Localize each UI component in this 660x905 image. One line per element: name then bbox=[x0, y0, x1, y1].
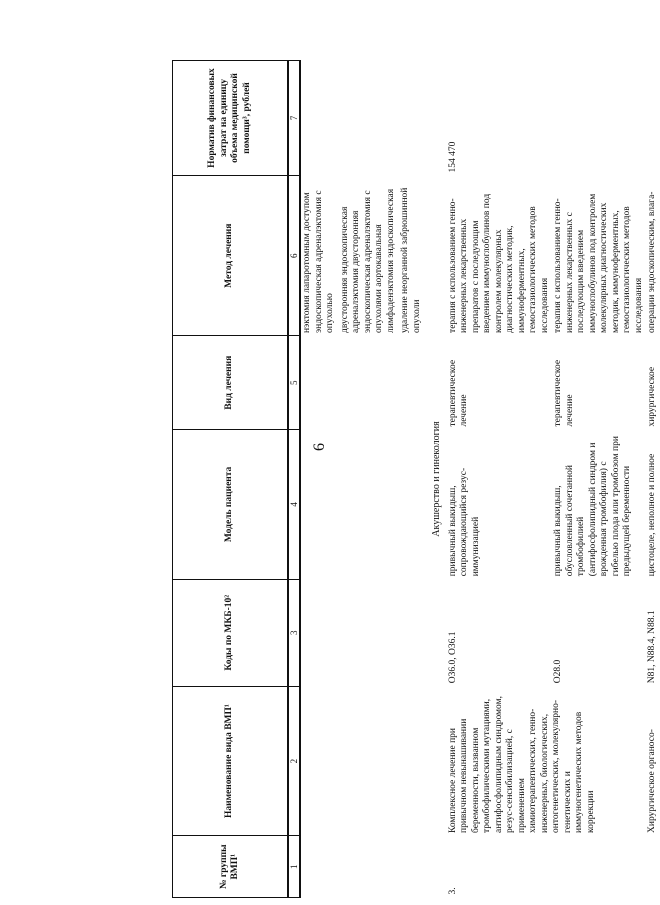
icd-codes: O28.0 bbox=[553, 659, 563, 684]
continuation-method: двусторонняя эндоскопическая адреналэктомия двусторонняя эндоскопическая адреналэктомия с опухолями аортокавальная лимфаденэктомия эндоскопическая bbox=[339, 188, 396, 333]
column-number: 4 bbox=[288, 430, 300, 580]
patient-model: привычный выкидыш, обусловленный сочетанной тромбофилией (антифосфолипидный синдром и врожденная тромбофилия) с гибелью плода или тромбозом при предыдущей беременности bbox=[553, 436, 632, 577]
group-number: 3. bbox=[447, 887, 458, 895]
page-number: 6 bbox=[311, 443, 328, 451]
cost-value: 154 470 bbox=[447, 141, 458, 173]
section-row bbox=[427, 61, 447, 898]
icd-codes: O36.0, O36.1 bbox=[447, 631, 458, 684]
header-group-number: № группы ВМП¹ bbox=[173, 836, 289, 898]
vmp-table bbox=[172, 60, 660, 898]
treatment-method: терапия с использованием генно-инженерных лекарственных с последующим введением иммуноглобулинов под контролем молекулярных диагностических методик, иммуноферментных, гемостазиологических методов исследования bbox=[553, 193, 644, 333]
treatment-type: хирургическое bbox=[647, 366, 657, 427]
header-patient-model: Модель пациента bbox=[173, 430, 289, 580]
column-number: 2 bbox=[288, 686, 300, 836]
header-cost-standard: Норматив финансовых затрат на единицу объема медицинской помощи³, рублей bbox=[173, 61, 289, 176]
rotated-table-block bbox=[172, 60, 657, 898]
header-treatment-method: Метод лечения bbox=[173, 176, 289, 336]
group-name: Комплексное лечение при привычном невынашивании беременности, вызванном тромбофилическими мутациями, антифосфолипидным синдромом, резус-сенсибилизацией, с применением химиотерапевтических, генно-инженерных, биологических, онтогенетических, молекулярно-генетических и иммуногенетических методов коррекции bbox=[447, 696, 596, 833]
column-number: 3 bbox=[288, 579, 300, 686]
column-number: 5 bbox=[288, 336, 300, 430]
continuation-method: нэктомия лапаротомным доступом эндоскопическая адреналэктомия с опухолью bbox=[302, 190, 335, 333]
treatment-type: терапевтическое лечение bbox=[447, 359, 469, 427]
column-numbers-row bbox=[288, 61, 300, 898]
continuation-row bbox=[300, 61, 427, 898]
icd-codes: N81, N88.4, N88.1 bbox=[647, 610, 657, 684]
header-row bbox=[173, 61, 289, 898]
patient-model: цистоцеле, неполное и полное bbox=[647, 453, 657, 577]
treatment-type: терапевтическое лечение bbox=[553, 359, 575, 427]
column-number: 1 bbox=[288, 836, 300, 898]
continuation-method: удаление неорганной забрюшинной опухоли bbox=[400, 187, 422, 333]
patient-model: привычный выкидыш, сопровождающийся резус-иммунизацией bbox=[447, 467, 481, 577]
header-treatment-type: Вид лечения bbox=[173, 336, 289, 430]
group-name: Хирургическое органосо- bbox=[647, 729, 657, 833]
header-vmp-name: Наименование вида ВМП¹ bbox=[173, 686, 289, 836]
section-title: Акушерство и гинекология bbox=[431, 421, 442, 537]
table-row bbox=[646, 61, 660, 898]
treatment-method: терапия с использованием генно-инженерных лекарственных препаратов с последующим введением иммуноглобулинов под контролем молекулярных диагностических методик, иммуноферментных, гемостазиологических методов исследования bbox=[447, 193, 550, 333]
column-number: 6 bbox=[288, 176, 300, 336]
header-icd-codes: Коды по МКБ-10² bbox=[173, 579, 289, 686]
table-row bbox=[447, 61, 553, 898]
column-number: 7 bbox=[288, 61, 300, 176]
treatment-method: операции эндоскопическим, влага- bbox=[647, 191, 657, 333]
continuation-methods-cell bbox=[300, 176, 427, 336]
